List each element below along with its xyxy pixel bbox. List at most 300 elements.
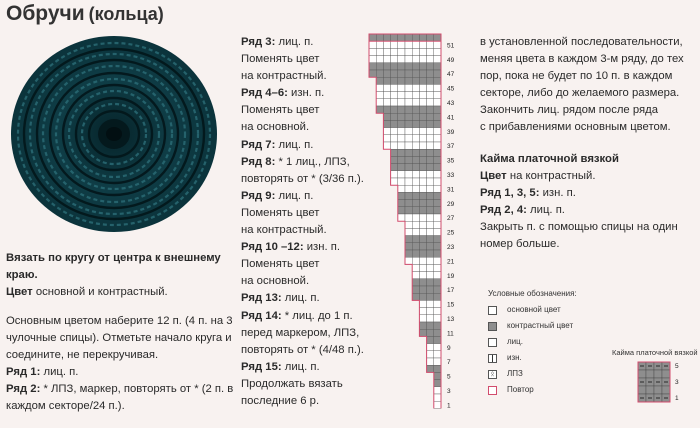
chart-cell <box>391 171 398 178</box>
chart-cell <box>419 185 426 192</box>
chart-cell <box>434 329 441 336</box>
chart-cell <box>383 77 390 84</box>
chart-cell <box>419 113 426 120</box>
chart-cell <box>405 156 412 163</box>
chart-cell <box>434 34 441 41</box>
legend-title: Условные обозначения: <box>488 289 577 298</box>
chart-cell <box>391 84 398 91</box>
chart-cell <box>405 185 412 192</box>
chart-cell <box>412 279 419 286</box>
chart-row-label: 39 <box>447 128 455 136</box>
chart-cell <box>419 272 426 279</box>
row-instruction-line: Поменять цвет <box>241 104 320 117</box>
chart-cell <box>434 293 441 300</box>
chart-cell <box>412 70 419 77</box>
chart-cell <box>434 264 441 271</box>
chart-cell <box>391 34 398 41</box>
border-chart-cell <box>662 386 670 394</box>
hoop-photo <box>6 30 224 242</box>
chart-cell <box>419 322 426 329</box>
chart-cell <box>427 34 434 41</box>
intro-cast-on: Основным цветом наберите 12 п. (4 п. на 3 чулочные спицы). Отметьте начало круга и соедините, не перекручивая. <box>6 315 233 361</box>
repeat-symbol-icon <box>488 386 497 395</box>
chart-cell <box>405 164 412 171</box>
chart-cell <box>376 48 383 55</box>
chart-cell <box>419 178 426 185</box>
chart-cell <box>398 207 405 214</box>
intro-text <box>6 250 234 415</box>
chart-cell <box>427 344 434 351</box>
row-instruction-line: повторять от * (4/48 п.). <box>241 343 364 356</box>
chart-cell <box>398 48 405 55</box>
chart-cell <box>391 77 398 84</box>
chart-cell <box>398 63 405 70</box>
chart-cell <box>412 214 419 221</box>
row-instruction-line: Ряд 9: лиц. п. <box>241 189 314 202</box>
chart-cell <box>434 185 441 192</box>
chart-cell <box>427 279 434 286</box>
chart-cell <box>391 48 398 55</box>
chart-row-label: 45 <box>447 85 455 93</box>
border-color-label: Цвет <box>480 169 507 182</box>
chart-row-label: 27 <box>447 215 455 223</box>
chart-cell <box>405 250 412 257</box>
chart-cell <box>391 41 398 48</box>
chart-row-label: 33 <box>447 172 455 179</box>
chart-cell <box>412 200 419 207</box>
chart-cell <box>434 41 441 48</box>
chart-cell <box>434 286 441 293</box>
chart-cell <box>434 257 441 264</box>
border-chart-cell <box>662 370 670 378</box>
chart-cell <box>412 236 419 243</box>
chart-cell <box>412 77 419 84</box>
chart-cell <box>391 120 398 127</box>
chart-cell <box>427 315 434 322</box>
chart-cell <box>412 106 419 113</box>
chart-cell <box>383 48 390 55</box>
legend-item: лиц. <box>488 334 577 350</box>
chart-cell <box>434 84 441 91</box>
chart-cell <box>412 171 419 178</box>
chart-cell <box>405 207 412 214</box>
chart-cell <box>434 63 441 70</box>
chart-cell <box>419 48 426 55</box>
chart-cell <box>405 243 412 250</box>
chart-cell <box>434 77 441 84</box>
chart-cell <box>427 149 434 156</box>
purl-symbol-icon <box>488 354 497 363</box>
chart-cell <box>427 63 434 70</box>
chart-row-label: 11 <box>447 330 454 338</box>
chart-cell <box>383 106 390 113</box>
chart-cell <box>434 70 441 77</box>
chart-cell <box>398 156 405 163</box>
chart-cell <box>412 142 419 149</box>
chart-cell <box>398 171 405 178</box>
chart-cell <box>434 372 441 379</box>
intro-color-label: Цвет <box>6 286 33 298</box>
chart-cell <box>419 56 426 63</box>
chart-cell <box>405 63 412 70</box>
chart-cell <box>419 164 426 171</box>
chart-cell <box>419 99 426 106</box>
row-instruction-line: на основной. <box>241 275 310 288</box>
chart-cell <box>434 250 441 257</box>
chart-cell <box>434 200 441 207</box>
chart-cell <box>376 84 383 91</box>
chart-cell <box>419 192 426 199</box>
chart-cell <box>427 128 434 135</box>
continuation-line: в установленной последовательности, <box>480 36 683 48</box>
chart-cell <box>383 84 390 91</box>
chart-cell <box>412 63 419 70</box>
border-chart-title: Кайма платочной вязкой <box>612 348 698 357</box>
chart-cell <box>427 286 434 293</box>
chart-cell <box>412 41 419 48</box>
chart-cell <box>398 185 405 192</box>
chart-cell <box>405 135 412 142</box>
chart-cell <box>434 365 441 372</box>
row-instruction-line: перед маркером, ЛПЗ, <box>241 326 360 339</box>
chart-cell <box>398 128 405 135</box>
chart-cell <box>412 257 419 264</box>
chart-cell <box>391 178 398 185</box>
chart-cell <box>434 128 441 135</box>
chart-cell <box>398 70 405 77</box>
chart-cell <box>383 135 390 142</box>
chart-cell <box>398 92 405 99</box>
border-r135-label: Ряд 1, 3, 5: <box>480 186 540 199</box>
continuation-line: Закончить лиц. рядом после ряда <box>480 104 659 117</box>
chart-cell <box>412 156 419 163</box>
chart-cell <box>419 77 426 84</box>
chart-cell <box>405 120 412 127</box>
chart-cell <box>376 34 383 41</box>
chart-cell <box>398 142 405 149</box>
chart-cell <box>427 236 434 243</box>
chart-cell <box>391 56 398 63</box>
chart-cell <box>427 56 434 63</box>
chart-cell <box>376 99 383 106</box>
chart-row-label: 49 <box>447 56 455 64</box>
chart-row-label: 15 <box>447 301 455 309</box>
continuation-line: с прибавлениями основным цветом. <box>480 121 671 134</box>
chart-cell <box>427 48 434 55</box>
chart-cell <box>405 257 412 264</box>
chart-cell <box>434 401 441 408</box>
legend <box>488 286 577 398</box>
chart-cell <box>383 70 390 77</box>
chart-cell <box>412 149 419 156</box>
chart-cell <box>405 41 412 48</box>
chart-cell <box>419 300 426 307</box>
chart-cell <box>391 149 398 156</box>
chart-cell <box>398 113 405 120</box>
chart-row-label: 13 <box>447 316 455 323</box>
chart-cell <box>434 387 441 394</box>
chart-cell <box>434 113 441 120</box>
chart-cell <box>427 171 434 178</box>
chart-cell <box>412 272 419 279</box>
chart-cell <box>398 214 405 221</box>
chart-cell <box>427 113 434 120</box>
chart-cell <box>383 99 390 106</box>
chart-cell <box>369 41 376 48</box>
chart-cell <box>427 120 434 127</box>
chart-row-label: 23 <box>447 244 455 251</box>
chart-cell <box>434 358 441 365</box>
continuation-text <box>480 34 700 253</box>
chart-cell <box>376 106 383 113</box>
chart-cell <box>427 272 434 279</box>
chart-cell <box>434 99 441 106</box>
chart-cell <box>405 149 412 156</box>
chart-cell <box>412 128 419 135</box>
chart-cell <box>427 264 434 271</box>
chart-cell <box>434 156 441 163</box>
chart-cell <box>427 351 434 358</box>
chart-row-label: 47 <box>447 71 455 79</box>
chart-cell <box>419 228 426 235</box>
chart-cell <box>419 293 426 300</box>
chart-cell <box>434 221 441 228</box>
chart-cell <box>434 228 441 235</box>
chart-cell <box>419 243 426 250</box>
chart-cell <box>391 142 398 149</box>
chart-cell <box>369 34 376 41</box>
row-instruction-line: Ряд 4–6: изн. п. <box>241 87 325 100</box>
chart-cell <box>434 92 441 99</box>
border-chart-row-label: 3 <box>675 379 679 386</box>
continuation-line: секторе, либо до желаемого размера. <box>480 87 680 100</box>
chart-cell <box>383 142 390 149</box>
chart-cell <box>427 192 434 199</box>
chart-cell <box>369 63 376 70</box>
chart-cell <box>419 92 426 99</box>
border-chart-cell <box>638 370 646 378</box>
chart-cell <box>412 286 419 293</box>
chart-cell <box>412 135 419 142</box>
chart-cell <box>405 106 412 113</box>
main-color-swatch-icon <box>488 306 497 315</box>
chart-cell <box>405 228 412 235</box>
chart-cell <box>419 308 426 315</box>
legend-item: контрастный цвет <box>488 318 577 334</box>
chart-cell <box>412 293 419 300</box>
row-instruction-line: Ряд 15: лиц. п. <box>241 360 320 373</box>
chart-cell <box>427 70 434 77</box>
chart-cell <box>383 56 390 63</box>
border-chart-cell <box>646 370 654 378</box>
chart-cell <box>405 84 412 91</box>
chart-row-label: 31 <box>447 186 455 194</box>
chart-cell <box>419 41 426 48</box>
chart-cell <box>419 200 426 207</box>
continuation-line: меняя цвета в каждом 3-м ряду, до тех <box>480 53 684 66</box>
chart-cell <box>434 336 441 343</box>
row-instruction-line: на основной. <box>241 121 310 134</box>
chart-row-label: 5 <box>447 373 451 381</box>
chart-cell <box>405 99 412 106</box>
chart-row-label: 37 <box>447 143 455 151</box>
chart-row-label: 35 <box>447 157 455 165</box>
chart-cell <box>427 135 434 142</box>
chart-row-label: 21 <box>447 258 455 266</box>
border-chart-row-label: 1 <box>675 395 679 402</box>
chart-cell <box>412 221 419 228</box>
border-color-text: на контрастный. <box>506 169 596 182</box>
legend-item: основной цвет <box>488 302 577 318</box>
chart-cell <box>419 135 426 142</box>
row-instruction-line: Ряд 7: лиц. п. <box>241 138 314 151</box>
chart-cell <box>434 279 441 286</box>
border-chart-row-label: 5 <box>675 363 679 370</box>
chart-cell <box>427 358 434 365</box>
chart-cell <box>391 113 398 120</box>
chart-cell <box>419 250 426 257</box>
chart-cell <box>398 106 405 113</box>
legend-item: изн. <box>488 350 577 366</box>
chart-cell <box>376 41 383 48</box>
chart-cell <box>398 41 405 48</box>
chart-cell <box>434 272 441 279</box>
chart-cell <box>419 214 426 221</box>
chart-cell <box>419 34 426 41</box>
chart-cell <box>434 214 441 221</box>
chart-cell <box>434 236 441 243</box>
chart-cell <box>412 120 419 127</box>
row-instruction-line: на контрастный. <box>241 224 327 237</box>
chart-cell <box>412 178 419 185</box>
chart-cell <box>391 128 398 135</box>
chart-cell <box>405 56 412 63</box>
row-instruction-line: Продолжать вязать <box>241 377 343 390</box>
chart-row-label: 9 <box>447 344 451 352</box>
chart-cell <box>419 171 426 178</box>
chart-cell <box>391 164 398 171</box>
chart-cell <box>427 84 434 91</box>
chart-cell <box>412 84 419 91</box>
chart-cell <box>434 171 441 178</box>
row1-text: лиц. п. <box>40 366 79 378</box>
chart-cell <box>369 56 376 63</box>
chart-cell <box>427 92 434 99</box>
chart-cell <box>427 200 434 207</box>
chart-cell <box>412 207 419 214</box>
chart-cell <box>427 228 434 235</box>
chart-cell <box>434 142 441 149</box>
chart-cell <box>427 336 434 343</box>
chart-cell <box>427 300 434 307</box>
row-instruction-line: повторять от * (3/36 п.). <box>241 172 364 185</box>
chart-cell <box>398 135 405 142</box>
chart-cell <box>369 48 376 55</box>
chart-cell <box>369 70 376 77</box>
chart-cell <box>391 99 398 106</box>
chart-cell <box>427 293 434 300</box>
contrast-color-swatch-icon <box>488 322 497 331</box>
row-instruction-line: Ряд 10 –12: изн. п. <box>241 241 341 254</box>
chart-cell <box>419 279 426 286</box>
knit-symbol-icon <box>488 338 497 347</box>
chart-cell <box>383 113 390 120</box>
chart-cell <box>412 228 419 235</box>
chart-cell <box>405 113 412 120</box>
chart-cell <box>427 41 434 48</box>
chart-cell <box>391 63 398 70</box>
border-chart-cell <box>654 386 662 394</box>
chart-cell <box>434 351 441 358</box>
chart-cell <box>434 164 441 171</box>
chart-cell <box>419 221 426 228</box>
chart-cell <box>419 120 426 127</box>
chart-cell <box>376 92 383 99</box>
chart-cell <box>434 344 441 351</box>
row-instruction-line: Поменять цвет <box>241 258 320 271</box>
chart-cell <box>427 185 434 192</box>
border-heading: Кайма платочной вязкой <box>480 152 619 165</box>
chart-cell <box>405 221 412 228</box>
chart-cell <box>412 113 419 120</box>
chart-cell <box>434 315 441 322</box>
chart-cell <box>391 92 398 99</box>
chart-cell <box>405 200 412 207</box>
chart-cell <box>427 77 434 84</box>
chart-cell <box>412 192 419 199</box>
chart-cell <box>419 329 426 336</box>
chart-row-label: 19 <box>447 272 455 280</box>
chart-cell <box>419 156 426 163</box>
chart-cell <box>434 380 441 387</box>
rows-instructions <box>241 34 373 410</box>
chart-cell <box>398 77 405 84</box>
chart-cell <box>412 185 419 192</box>
intro-color-text: основной и контрастный. <box>32 286 168 298</box>
chart-cell <box>427 243 434 250</box>
chart-cell <box>419 128 426 135</box>
chart-cell <box>419 142 426 149</box>
chart-cell <box>419 84 426 91</box>
row-instruction-line: Поменять цвет <box>241 53 320 66</box>
chart-cell <box>434 322 441 329</box>
chart-cell <box>405 77 412 84</box>
chart-cell <box>434 106 441 113</box>
chart-cell <box>419 106 426 113</box>
chart-cell <box>383 120 390 127</box>
chart-cell <box>434 178 441 185</box>
chart-cell <box>391 135 398 142</box>
chart-cell <box>405 142 412 149</box>
continuation-line: пор, пока не будет по 10 п. в каждом <box>480 70 673 83</box>
chart-cell <box>398 178 405 185</box>
chart-cell <box>434 207 441 214</box>
chart-cell <box>412 34 419 41</box>
chart-cell <box>427 142 434 149</box>
chart-cell <box>434 192 441 199</box>
chart-cell <box>412 264 419 271</box>
row-instruction-line: на контрастный. <box>241 70 327 83</box>
chart-cell <box>405 214 412 221</box>
title-sub: (кольца) <box>88 4 164 24</box>
border-chart <box>634 360 700 404</box>
border-chart-cell <box>646 386 654 394</box>
border-chart-cell <box>654 370 662 378</box>
row-instruction-line: Ряд 3: лиц. п. <box>241 36 314 48</box>
chart-row-label: 3 <box>447 388 451 395</box>
intro-direction: Вязать по кругу от центра к внешнему краю. <box>6 252 221 281</box>
row-instruction-line: Поменять цвет <box>241 206 320 219</box>
